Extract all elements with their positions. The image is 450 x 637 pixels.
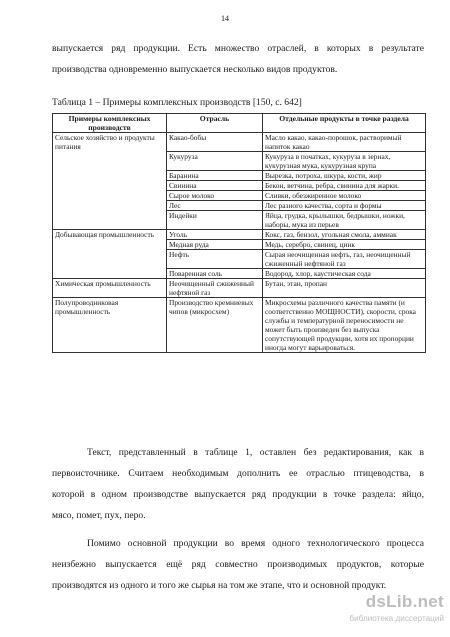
table-cell-branch: Индейки xyxy=(167,211,263,230)
table-cell-branch: Баранина xyxy=(167,171,263,181)
table-row xyxy=(53,230,426,240)
table-cell-branch: Свинина xyxy=(167,181,263,191)
table-cell-branch: Неочищенный сжиженный нефтяной газ xyxy=(167,279,263,298)
table-cell-products: Кукуруза в початках, кукуруза в зернах, кукурузная мука, кукурузная крупа xyxy=(263,152,426,171)
watermark-sub-text: библиотека диссертаций xyxy=(349,614,444,623)
table-cell-products: Масло какао, какао-порошок, растворимый напиток какао xyxy=(263,133,426,152)
table-row xyxy=(53,298,426,353)
table-row xyxy=(53,133,426,152)
table-cell-branch: Сырое молоко xyxy=(167,191,263,201)
intro-paragraph xyxy=(52,38,424,80)
text-line: производства одновременно выпускается несколько видов продуктов. xyxy=(52,64,338,75)
table-cell-products: Бутан, этан, пропан xyxy=(263,279,426,298)
table-cell-branch: Нефть xyxy=(167,250,263,269)
text-line: которой в одном производстве выпускается ряд продукции в точке раздела: яйцо, xyxy=(52,489,424,500)
table-header-row xyxy=(53,114,426,133)
text-line: выпускается ряд продукции. Есть множество отраслей, в которых в результате xyxy=(52,43,424,54)
paragraph-table-note xyxy=(52,442,424,526)
table-cell-products: Вырезка, потроха, шкура, кости, жир xyxy=(263,171,426,181)
table-cell-branch: Поваренная соль xyxy=(167,269,263,279)
text-line: производятся из одного и того же сырья на том же этапе, что и основной продукт. xyxy=(52,580,387,591)
paragraph-byproducts xyxy=(52,533,424,596)
table-cell-branch: Медная руда xyxy=(167,240,263,250)
watermark-main-text: dsLib.net xyxy=(365,592,444,611)
text-line: первоисточнике. Считаем необходимым дополнить ее отраслью птицеводства, в xyxy=(52,468,424,479)
page-number: 14 xyxy=(221,14,229,23)
text-line: Текст, представленный в таблице 1, оставлен без редактирования, как в xyxy=(87,447,424,458)
table-cell-branch: Уголь xyxy=(167,230,263,240)
table-cell-branch: Производство кремниевых чипов (микросхем) xyxy=(167,298,263,353)
table-cell-products: Яйца, грудка, крылышки, бедрышки, ножки, наборы, мука из перьев xyxy=(263,211,426,230)
table-cell-category: Полупроводниковая промышленность xyxy=(53,298,167,353)
watermark-logo xyxy=(340,592,450,637)
table-cell-category: Химическая промышленность xyxy=(53,279,167,298)
column-header: Отрасль xyxy=(167,114,263,133)
table-cell-products: Бекон, ветчина, ребра, свинина для жарки. xyxy=(263,181,426,191)
table-cell-products: Микросхемы различного качества памяти (и соответственно МОЩНОСТИ), скорости, срока службы и температурной переносимости не может быть произведен без выпуска сопутствующей продукции, хотя их пропорции иногда могут варьироваться. xyxy=(263,298,426,353)
table-cell-products: Медь, серебро, свинец, цинк xyxy=(263,240,426,250)
table-cell-products: Сырая неочищенная нефть, газ, неочищенный сжиженный нефтяной газ xyxy=(263,250,426,269)
table-row xyxy=(53,279,426,298)
text-line: Помимо основной продукции во время одного технологического процесса xyxy=(87,538,424,549)
table-cell-branch: Кукуруза xyxy=(167,152,263,171)
table-cell-category: Добывающая промышленность xyxy=(53,230,167,279)
text-line: мясо, помет, пух, перо. xyxy=(52,510,146,521)
table-cell-branch: Какао-бобы xyxy=(167,133,263,152)
table-cell-products: Сливки, обезжиренное молоко xyxy=(263,191,426,201)
text-line: неизбежно выпускается ещё ряд совместно производимых продуктов, которые xyxy=(52,559,424,570)
table-cell-category: Сельское хозяйство и продукты питания xyxy=(53,133,167,230)
table-cell-products: Лес разного качества, сорта и формы xyxy=(263,201,426,211)
table-cell-products: Кокс, газ, бензол, угольная смола, аммиак xyxy=(263,230,426,240)
products-table xyxy=(52,113,426,353)
table-cell-branch: Лес xyxy=(167,201,263,211)
column-header: Отдельные продукты в точке раздела xyxy=(263,114,426,133)
column-header: Примеры комплексных производств xyxy=(53,114,167,133)
table-cell-products: Водород, хлор, каустическая сода xyxy=(263,269,426,279)
table-caption: Таблица 1 – Примеры комплексных производств [150, с. 642] xyxy=(52,97,302,108)
